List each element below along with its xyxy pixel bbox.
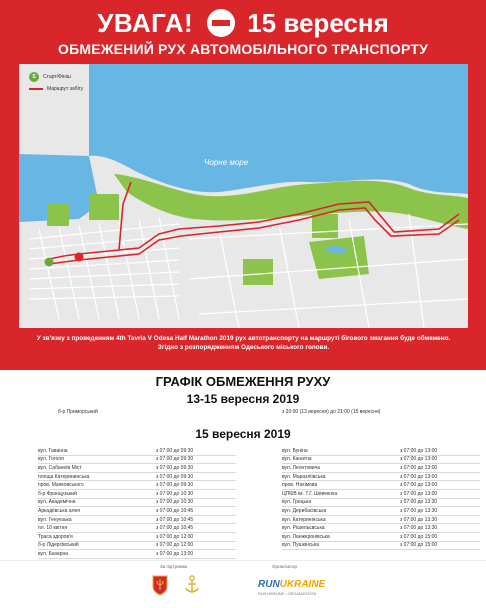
notice-line-1: У зв'язку з проведенням 4th Tavria V Odesa Half Marathon 2019 рух автотранспорту на маршруті бігового змагання буде обмежено. [36,335,451,342]
street-name: пров. Нахімова [282,482,318,489]
legend-start-finish [29,72,87,82]
table-row [38,490,236,499]
park-1 [89,194,119,220]
street-name: вул. Леонтовича [282,464,321,471]
time-range: з 07:00 до 13:00 [400,473,438,480]
primorsky-time: з 20:00 (13 вересня) до 21:00 (15 вересня) [282,409,381,415]
time-range: з 07:00 до 13:30 [400,525,438,532]
table-row [282,473,480,482]
time-range: з 07:00 до 10:45 [156,516,194,523]
table-row [282,524,480,533]
primorsky-street: б-р Приморський [58,409,98,415]
street-name: ЦПКіВ ім. Т.Г. Шевченка [282,490,338,497]
street-name: вул. Генуезька [38,516,72,523]
time-range: з 07:00 до 12:00 [156,542,194,549]
legend-start-finish-label: Старт/Фініш [43,74,71,80]
time-range: з 07:00 до 09:30 [156,464,194,471]
table-row [38,447,236,456]
support-caption: За підтримки [160,564,188,569]
street-name: вул. Гаванна [38,447,68,454]
organizer-subtitle: RUN UKRAINE • ORGANIZATION [258,592,317,596]
odesa-city-emblem-icon [152,574,168,596]
finish-marker [75,253,84,262]
time-range: з 07:00 до 10:30 [156,499,194,506]
sea-label: Чорне море [204,158,249,167]
map-drawing [19,64,468,328]
table-row [38,464,236,473]
time-range: з 07:00 до 10:30 [156,490,194,497]
table-row [282,456,480,465]
table-row [282,507,480,516]
header-row [0,6,486,40]
street-name: б-р Лідерсівський [38,542,79,549]
schedule-table-left [38,447,236,559]
street-name: вул. Сабанеїв Міст [38,464,82,471]
table-row [38,542,236,551]
start-marker [45,258,54,267]
table-row [282,490,480,499]
street-name: вул. Пушкінська [282,542,319,549]
header-title: УВАГА! [97,7,194,38]
table-row [38,550,236,559]
time-range: з 07:00 до 09:30 [156,482,194,489]
street-name: вул. Рішельєвська [282,525,325,532]
no-entry-icon [207,9,235,37]
schedule-table-right [282,447,480,550]
time-range: з 07:00 до 13:00 [400,447,438,454]
time-range: з 07:00 до 15:00 [400,542,438,549]
legend-route [29,86,87,92]
start-finish-icon: S [29,72,39,82]
street-name: вул. Ланжеронівська [282,533,330,540]
table-row [282,447,480,456]
day-title: 15 вересня 2019 [195,427,291,441]
run-ukraine-logo[interactable] [258,579,325,590]
time-range: з 07:00 до 13:30 [400,499,438,506]
route-map[interactable] [19,64,468,328]
table-row [282,481,480,490]
logo-ukraine-text: UKRAINE [279,579,326,590]
time-range: з 07:00 до 09:30 [156,456,194,463]
table-row [282,516,480,525]
notice-text [19,334,468,352]
time-range: з 07:00 до 13:00 [400,490,438,497]
header-subtitle: ОБМЕЖЕНИЙ РУХ АВТОМОБІЛЬНОГО ТРАНСПОРТУ [57,41,429,57]
table-row [282,542,480,551]
time-range: з 07:00 до 13:00 [400,482,438,489]
table-row [38,533,236,542]
table-row [38,481,236,490]
street-name: вул. Дерибасівська [282,507,327,514]
street-name: Аркадіївська алея [38,507,80,514]
time-range: з 07:00 до 10:45 [156,507,194,514]
time-range: з 07:00 до 13:30 [400,507,438,514]
table-row [282,499,480,508]
park-3 [312,214,338,238]
anchor-emblem-icon [184,574,200,596]
street-name: пл. 10 квітня [38,525,68,532]
table-row [38,473,236,482]
street-name: вул. Базарна [38,550,69,557]
street-name: пров. Маяковського [38,482,84,489]
street-name: вул. Катеринінська [282,516,326,523]
street-name: вул. Грецька [282,499,312,506]
table-row [38,507,236,516]
park-2 [243,259,273,285]
street-name: б-р Французький [38,490,77,497]
time-range: з 07:00 до 13:30 [400,516,438,523]
table-row [38,524,236,533]
time-range: з 07:00 до 13:00 [156,550,194,557]
notice-line-2: Згідно з розпорядженням Одеського міського голови. [157,344,330,351]
table-row [38,499,236,508]
time-range: з 07:00 до 09:30 [156,447,194,454]
header-date: 15 вересня [247,7,389,38]
table-row [38,516,236,525]
schedule-dates: 13-15 вересня 2019 [186,392,300,406]
table-row [282,464,480,473]
park-shevchenko [47,204,69,226]
table-row [38,456,236,465]
logo-run-text: RUN [258,579,280,590]
street-name: Траса здоров'я [38,533,73,540]
time-range: з 07:00 до 13:00 [400,464,438,471]
street-name: вул. Канатна [282,456,312,463]
sea-area [89,64,468,194]
street-name: вул. Академічна [38,499,76,506]
organizer-caption: Організатор [272,564,298,569]
table-row [282,533,480,542]
schedule-title: ГРАФІК ОБМЕЖЕННЯ РУХУ [155,374,331,389]
time-range: з 07:00 до 13:00 [400,456,438,463]
time-range: з 07:00 до 12:00 [156,533,194,540]
street-name: площа Катерининська [38,473,90,480]
time-range: з 07:00 до 09:30 [156,473,194,480]
time-range: з 07:00 до 10:45 [156,525,194,532]
map-legend [29,72,87,96]
route-line-icon [29,88,43,90]
park-4 [309,236,369,279]
legend-route-label: Маршрут забігу [47,86,84,92]
street-name: вул. Буніна [282,447,308,454]
time-range: з 07:00 до 15:00 [400,533,438,540]
footer [0,560,486,608]
street-name: вул. Маразліївська [282,473,326,480]
street-name: вул. Гоголя [38,456,64,463]
